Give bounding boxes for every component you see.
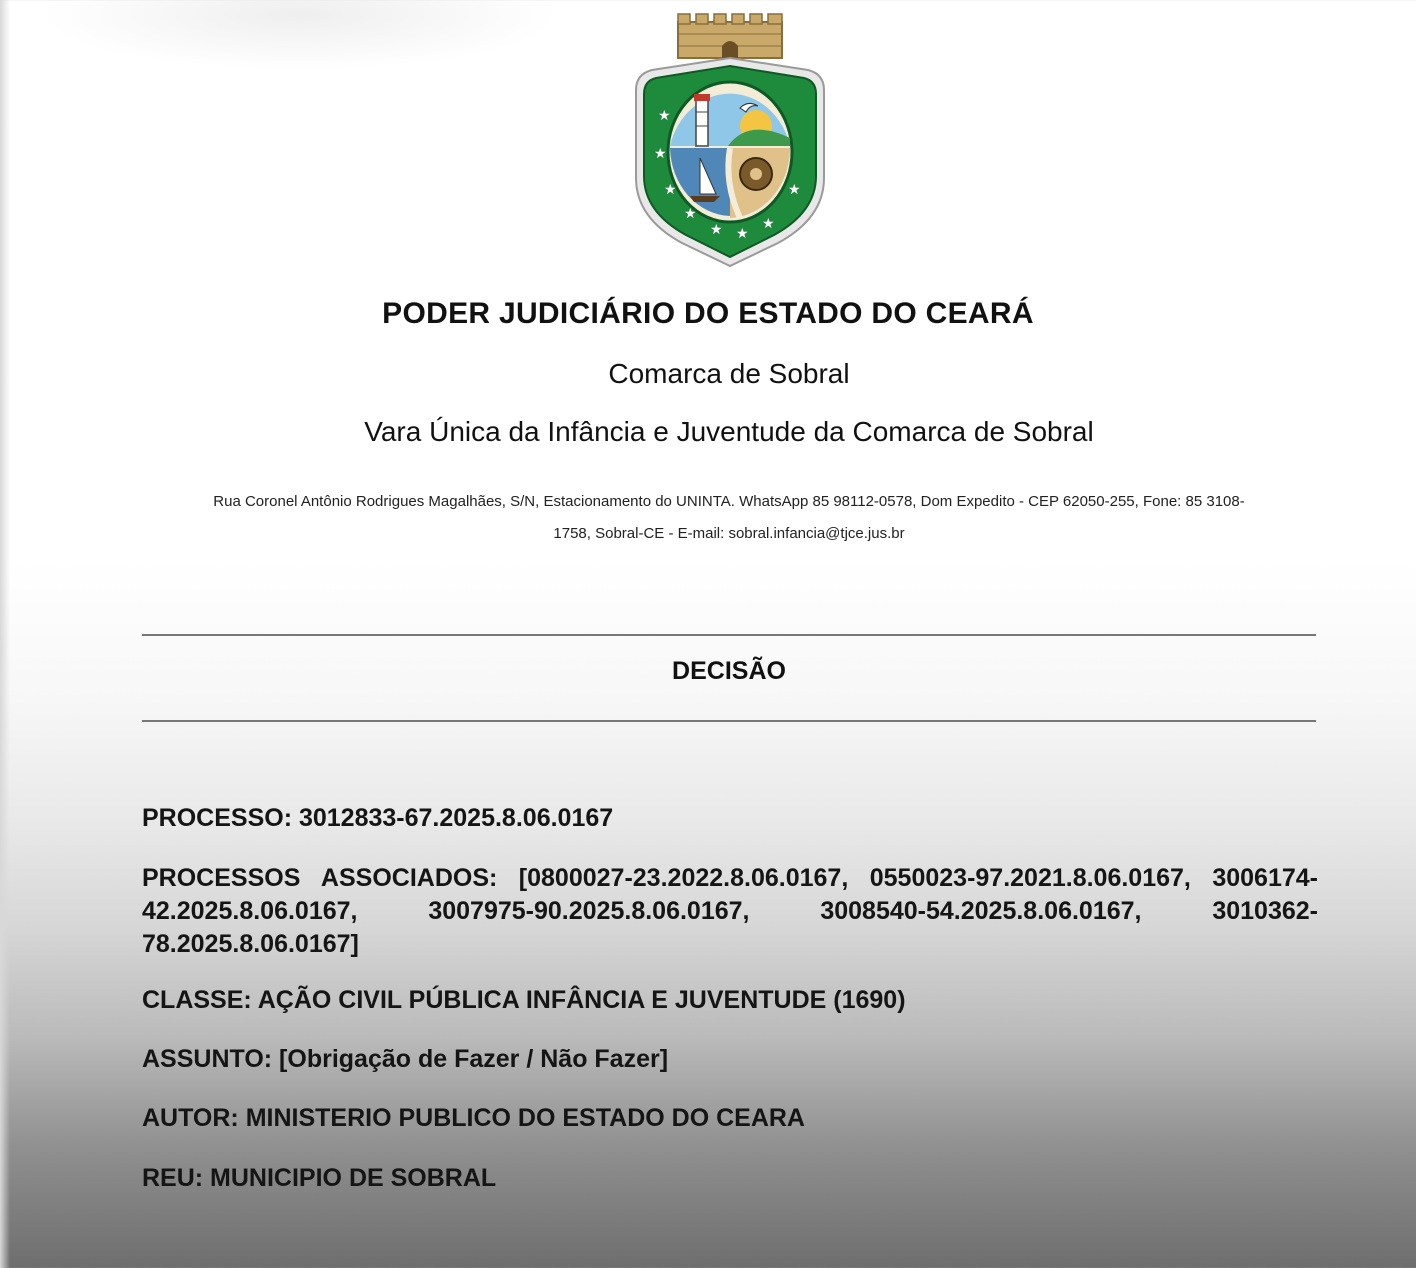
mural-crown xyxy=(678,14,782,58)
processo-field: PROCESSO: 3012833-67.2025.8.06.0167 xyxy=(142,804,614,832)
svg-text:★: ★ xyxy=(684,206,697,222)
document-heading: DECISÃO xyxy=(672,657,786,685)
comarca-subtitle: Comarca de Sobral xyxy=(608,358,850,389)
divider-top xyxy=(142,634,1316,636)
svg-text:★: ★ xyxy=(664,182,677,198)
address-line-1: Rua Coronel Antônio Rodrigues Magalhães, S/N, Estacionamento do UNINTA. WhatsApp 85 98112-0578, Dom Expedito - CEP 62050-255, Fone: 85 3108- xyxy=(213,493,1245,510)
svg-text:★: ★ xyxy=(788,182,801,198)
ceara-state-coat-of-arms-icon xyxy=(628,8,832,270)
svg-text:★: ★ xyxy=(736,226,749,242)
autor-field: AUTOR: MINISTERIO PUBLICO DO ESTADO DO CEARA xyxy=(142,1104,805,1132)
processos-associados-field: PROCESSOS ASSOCIADOS: [0800027-23.2022.8.06.0167, 0550023-97.2021.8.06.0167, 3006174-42.2025.8.06.0167, 3007975-90.2025.8.06.0167, 3008540-54.2025.8.06.0167, 3010362-78.2025.8.06.0167] xyxy=(142,864,1318,958)
svg-text:★: ★ xyxy=(762,216,775,232)
classe-field: CLASSE: AÇÃO CIVIL PÚBLICA INFÂNCIA E JUVENTUDE (1690) xyxy=(142,986,906,1014)
svg-text:★: ★ xyxy=(710,222,723,238)
court-name-title: PODER JUDICIÁRIO DO ESTADO DO CEARÁ xyxy=(382,297,1034,330)
reu-field: REU: MUNICIPIO DE SOBRAL xyxy=(142,1164,497,1192)
page-left-edge xyxy=(0,0,10,1268)
assunto-field: ASSUNTO: [Obrigação de Fazer / Não Fazer] xyxy=(142,1045,669,1073)
address-line-2: 1758, Sobral-CE - E-mail: sobral.infancia@tjce.jus.br xyxy=(553,525,905,542)
vara-subtitle: Vara Única da Infância e Juventude da Comarca de Sobral xyxy=(364,416,1094,447)
photo-glare xyxy=(40,0,560,70)
svg-text:★: ★ xyxy=(654,146,667,162)
divider-bottom xyxy=(142,720,1316,722)
court-address xyxy=(140,486,1318,550)
svg-text:★: ★ xyxy=(658,108,671,124)
